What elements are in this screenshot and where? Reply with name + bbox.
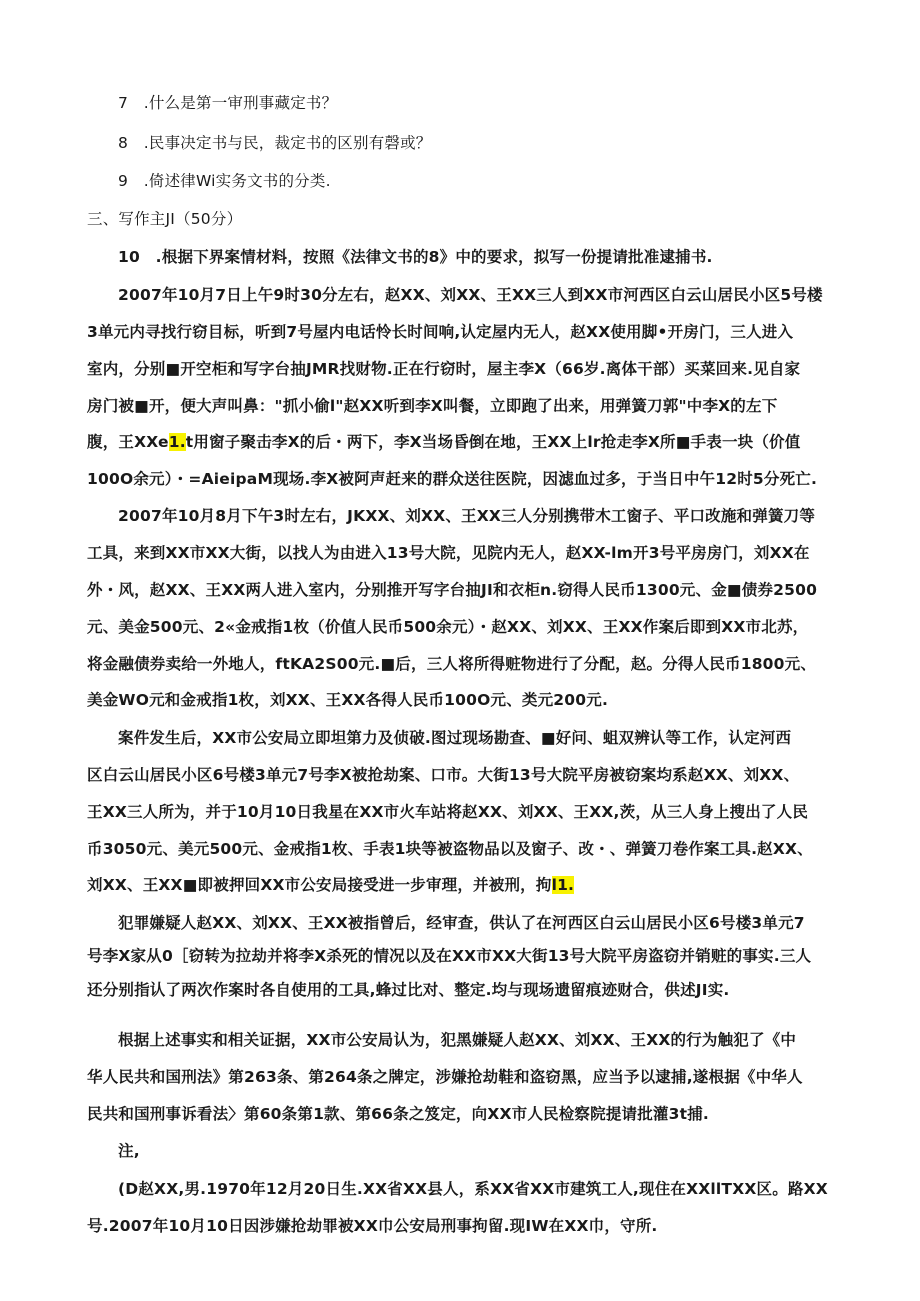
- document-line-9: [87, 395, 778, 417]
- document-line-text: 将金融债券卖给一外地人，ftKA2S00元.■后，三人将所得赃物进行了分配，赵。分得人民币1800元、: [87, 655, 817, 673]
- document-line-text: 华人民共和国刑法》第263条、第264条之牌定，涉嫌抢劫鞋和盗窃黑，应当予以逮捕,遂根据《中华人: [87, 1068, 803, 1086]
- document-line-text: 案件发生后，XX市公安局立即坦第力及侦破.图过现场勘查、■好问、蛆双辨认等工作，认定河西: [118, 729, 792, 747]
- document-line-text: 王XX三人所为，并于10月10日我星在XX市火车站将赵XX、刘XX、王XX,茨，从三人身上搜出了人民: [87, 803, 809, 821]
- document-line-29: [118, 1140, 140, 1162]
- document-line-text: 还分别指认了两次作案时各自使用的工具,蜂过比对、整定.均与现场遗留痕迹财合，供述JI实.: [87, 981, 730, 999]
- document-line-23: [118, 912, 805, 934]
- document-line-text: 10 .根据下界案情材料，按照《法律文书的8》中的要求，拟写一份提请批准逮捕书.: [118, 248, 713, 266]
- highlight-mark: l1.: [551, 876, 575, 894]
- document-line-text: 刘XX、王XX■即被押回XX市公安局接受进一步审理，并被刑，拘l1.: [87, 876, 575, 894]
- document-line-28: [87, 1103, 709, 1125]
- document-line-14: [87, 579, 818, 601]
- document-line-3: [118, 170, 331, 192]
- highlight-mark: 1.: [168, 433, 186, 451]
- document-line-text: 犯罪嫌疑人赵XX、刘XX、王XX被指曾后，经审查，供认了在河西区白云山居民小区6号楼3单元7: [118, 914, 805, 932]
- document-line-text: 美金WO元和金戒指1枚，刘XX、王XX各得人民币100O元、类元200元.: [87, 691, 609, 709]
- document-line-2: [118, 132, 432, 154]
- document-line-27: [87, 1066, 803, 1088]
- document-line-11: [87, 468, 818, 490]
- document-line-text: 9 .倚述律Wi实务文书的分类.: [118, 172, 331, 190]
- document-line-19: [87, 764, 800, 786]
- document-line-text: (D赵XX,男.1970年12月20日生.XX省XX县人，系XX省XX市建筑工人,现住在XXllTXX区。路XX: [118, 1180, 828, 1198]
- document-line-18: [118, 727, 792, 749]
- document-line-15: [87, 616, 809, 638]
- document-line-text: 外・风，赵XX、王XX两人进入室内，分别推开写字台抽JI和衣柜n.窃得人民币1300元、金■债券2500: [87, 581, 818, 599]
- document-line-21: [87, 838, 813, 860]
- document-line-24: [87, 945, 812, 967]
- document-line-text: 根据上述事实和相关证据，XX市公安局认为，犯黑嫌疑人赵XX、刘XX、王XX的行为触犯了《中: [118, 1031, 797, 1049]
- document-line-text: 100O余元）・=AieipaM现场.李X被阿声赶来的群众送往医院，因滤血过多，于当日中午12时5分死亡.: [87, 470, 818, 488]
- document-line-text: 室内，分别■开空柜和写字台抽JMR找财物.正在行窃时，屋主李X（66岁.离体干部）买菜回来.见自家: [87, 360, 801, 378]
- document-line-31: [87, 1215, 658, 1237]
- document-line-26: [118, 1029, 797, 1051]
- document-line-text: 房门被■开，便大声叫鼻："抓小偷l"赵XX听到李X叫餐，立即跑了出来，用弹簧刀郭"中李X的左下: [87, 397, 778, 415]
- document-line-13: [87, 542, 810, 564]
- document-line-1: [118, 92, 337, 114]
- document-line-20: [87, 801, 809, 823]
- document-line-8: [87, 358, 801, 380]
- document-line-16: [87, 653, 817, 675]
- document-line-6: [118, 284, 823, 306]
- document-line-7: [87, 321, 794, 343]
- document-line-text: 区白云山居民小区6号楼3单元7号李X被抢劫案、口市。大街13号大院平房被窃案均系赵XX、刘XX、: [87, 766, 800, 784]
- document-line-text: 民共和国刑事诉看法〉第60条第1款、第66条之笈定，向XX市人民检察院提请批灌3t捕.: [87, 1105, 710, 1123]
- document-line-text: 三、写作主JI（50分）: [87, 210, 243, 228]
- document-line-text: 8 .民事决定书与民，裁定书的区别有磬或？: [118, 134, 432, 152]
- document-line-text: 3单元内寻找行窃目标，听到7号屋内电话怜长时间响,认定屋内无人，赵XX使用脚•开房门，三人进入: [87, 323, 794, 341]
- document-line-text: 2007年10月7日上午9时30分左右，赵XX、刘XX、王XX三人到XX市河西区白云山居民小区5号楼: [118, 286, 823, 304]
- document-line-text: 号李X家从0［窃转为拉劫并将李X杀死的情况以及在XX市XX大街13号大院平房盗窃并销赃的事实.三人: [87, 947, 812, 965]
- document-line-text: 号.2007年10月10日因涉嫌抢劫罪被XX巾公安局刑事拘留.现IW在XX巾，守所.: [87, 1217, 658, 1235]
- document-line-17: [87, 689, 608, 711]
- document-line-text: 工具，来到XX市XX大街，以找人为由进入13号大院，见院内无人，赵XX-lm开3号平房房门，刘XX在: [87, 544, 810, 562]
- document-line-text: 7 .什么是第一审刑事藏定书？: [118, 94, 338, 112]
- document-line-text: 2007年10月8月下午3时左右，JKXX、刘XX、王XX三人分别携带木工窗子、平口改施和弹簧刀等: [118, 507, 816, 525]
- document-line-30: [118, 1178, 828, 1200]
- document-line-12: [118, 505, 816, 527]
- document-line-10: [87, 431, 801, 453]
- document-line-text: 注,: [118, 1142, 140, 1160]
- document-line-text: 币3050元、美元500元、金戒指1枚、手表1块等被盗物品以及窗子、改・、弹簧刀卷作案工具.赵XX、: [87, 840, 813, 858]
- document-line-4: [87, 208, 242, 230]
- document-line-22: [87, 874, 574, 896]
- document-line-text: 腹，王XXe1.t用窗子聚击李X的后・两下，李X当场昏倒在地，王XX上lr抢走李X所■手表一块（价值: [87, 433, 801, 451]
- document-line-5: [118, 246, 713, 268]
- document-line-25: [87, 979, 730, 1001]
- document-line-text: 元、美金500元、2«金戒指1枚（价值人民币500余元）・赵XX、刘XX、王XX作案后即到XX市北苏，: [87, 618, 809, 636]
